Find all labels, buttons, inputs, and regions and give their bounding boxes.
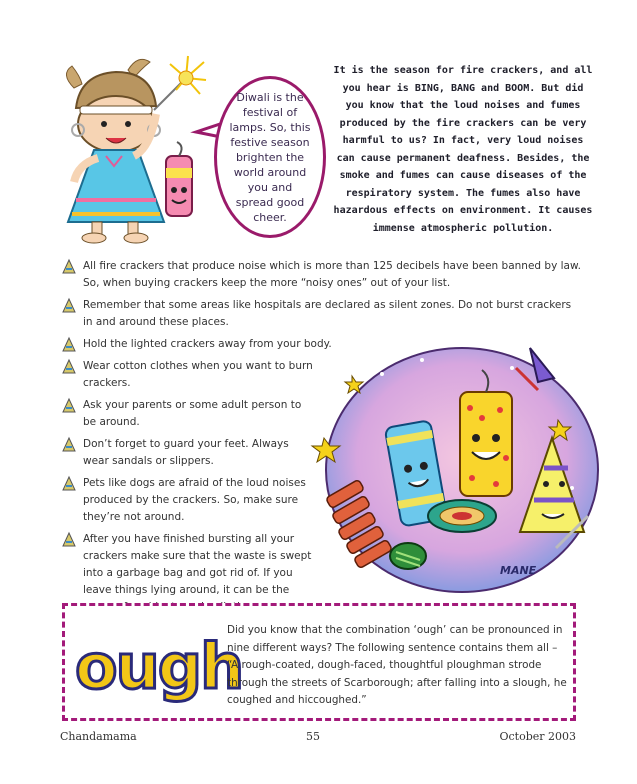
tip-text: Hold the lighted crackers away from your body. xyxy=(83,338,332,350)
cone-cracker-bullet-icon xyxy=(62,477,76,491)
footer-date: October 2003 xyxy=(499,730,576,743)
ough-quote-text: “A rough-coated, dough-faced, thoughtful ploughman strode through the streets of Scarborough; after falling into a slough, he coughed and hiccoughed.” xyxy=(227,659,567,706)
tip-item xyxy=(62,336,352,353)
cone-cracker-bullet-icon xyxy=(62,360,76,374)
cone-cracker-bullet-icon xyxy=(62,438,76,452)
tip-text: Don’t forget to guard your feet. Always wear sandals or slippers. xyxy=(83,438,289,467)
footer-magazine-name: Chandamama xyxy=(60,730,137,743)
tip-text: Wear cotton clothes when you want to burn crackers. xyxy=(83,360,313,389)
tip-text: Remember that some areas like hospitals are declared as silent zones. Do not burst crackers in and around these places. xyxy=(83,299,572,328)
cone-cracker-bullet-icon xyxy=(62,260,76,274)
tip-item xyxy=(62,258,582,292)
ough-intro-text: Did you know that the combination ‘ough’ can be pronounced in nine different ways? The following sentence contains them all – xyxy=(227,624,563,654)
ough-word-art xyxy=(71,614,243,714)
tip-item xyxy=(62,436,312,470)
cone-cracker-bullet-icon xyxy=(62,299,76,313)
ough-word-art-text: ough xyxy=(75,630,243,703)
footer-page-number: 55 xyxy=(306,730,320,743)
tip-item xyxy=(62,397,312,431)
speech-bubble xyxy=(214,76,326,238)
tip-text: Pets like dogs are afraid of the loud noises produced by the crackers. So, make sure they’re not around. xyxy=(83,477,306,523)
ough-fact-text xyxy=(227,622,567,710)
cone-cracker-bullet-icon xyxy=(62,399,76,413)
tip-item xyxy=(62,297,582,331)
tip-text: All fire crackers that produce noise which is more than 125 decibels have been banned by law. So, when buying crackers keep the more “noisy ones” out of your list. xyxy=(83,260,581,289)
artist-signature: MANE xyxy=(500,564,537,577)
tip-text: Ask your parents or some adult person to be around. xyxy=(83,399,302,428)
speech-bubble-text: Diwali is the festival of lamps. So, this festive season brighten the world around you and spread good cheer. xyxy=(229,90,311,224)
ough-fact-box xyxy=(62,603,576,721)
firecrackers-illustration xyxy=(312,338,602,596)
tip-item xyxy=(62,358,352,392)
intro-paragraph: It is the season for fire crackers, and all you hear is BING, BANG and BOOM. But did you know that the loud noises and fumes produced by the fire crackers can be very harmful to us? In fact, very loud noises can cause permanent deafness. Besides, the smoke and fumes can cause diseases of the respiratory system. The fumes also have hazardous effects on environment. It causes immense atmospheric pollution. xyxy=(333,65,593,234)
tip-item xyxy=(62,475,312,526)
cone-cracker-bullet-icon xyxy=(62,338,76,352)
girl-with-sparkler-illustration xyxy=(36,50,236,250)
tip-text: After you have finished bursting all your crackers make sure that the waste is swept into a garbage bag and got rid of. If you leave things lying around, it can be the xyxy=(83,533,312,596)
cone-cracker-bullet-icon xyxy=(62,533,76,547)
